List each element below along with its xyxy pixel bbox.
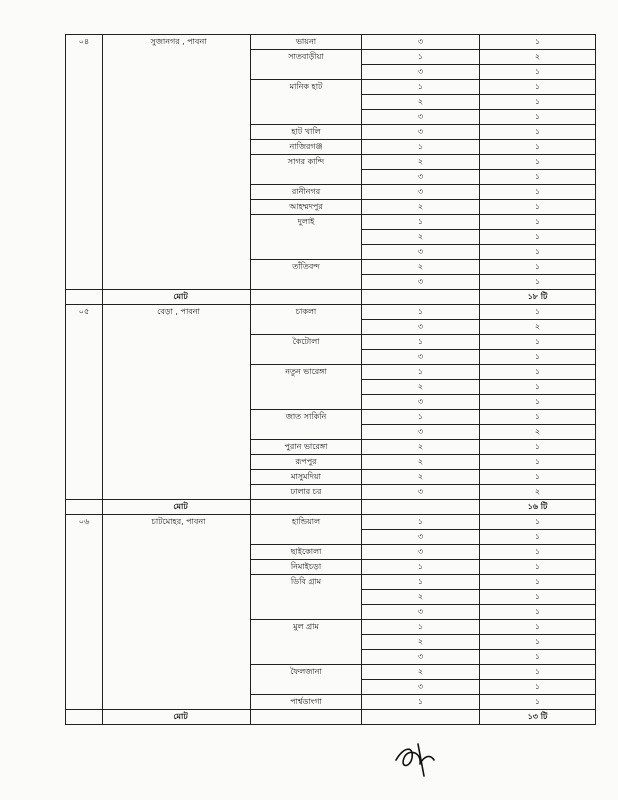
- ward-number: ৩: [362, 395, 480, 410]
- total-blank-cell: [251, 500, 362, 515]
- union-name: [251, 170, 362, 185]
- ward-number: ৩: [362, 65, 480, 80]
- count-value: ১: [480, 275, 596, 290]
- ward-number: ১: [362, 80, 480, 95]
- total-value: ১৬ টি: [480, 500, 596, 515]
- count-value: ১: [480, 35, 596, 50]
- ward-number: ৩: [362, 35, 480, 50]
- union-name: হান্ডিয়াল: [251, 515, 362, 530]
- ward-number: ২: [362, 440, 480, 455]
- count-value: ১: [480, 560, 596, 575]
- ward-number: ৩: [362, 185, 480, 200]
- union-name: [251, 605, 362, 620]
- count-value: ২: [480, 425, 596, 440]
- ward-number: ৩: [362, 245, 480, 260]
- ward-number: ৩: [362, 605, 480, 620]
- union-name: মানিক হাট: [251, 80, 362, 95]
- upazila-name: সুজানগর , পাবনা: [103, 35, 251, 290]
- ward-number: ১: [362, 515, 480, 530]
- ward-number: ১: [362, 305, 480, 320]
- count-value: ১: [480, 440, 596, 455]
- serial-number: ০৪: [66, 35, 103, 290]
- ward-number: ১: [362, 365, 480, 380]
- count-value: ১: [480, 155, 596, 170]
- total-blank-cell: [66, 500, 103, 515]
- ward-number: ৩: [362, 485, 480, 500]
- handwritten-signature: [390, 738, 450, 778]
- ward-number: ২: [362, 200, 480, 215]
- ward-number: ২: [362, 380, 480, 395]
- count-value: ১: [480, 620, 596, 635]
- count-value: ২: [480, 50, 596, 65]
- ward-number: ৩: [362, 170, 480, 185]
- union-name: ফৈলজানা: [251, 665, 362, 680]
- serial-number: ০৬: [66, 515, 103, 710]
- ward-number: ৩: [362, 425, 480, 440]
- total-row: [66, 290, 596, 305]
- table-row: [66, 515, 596, 530]
- union-name: [251, 110, 362, 125]
- union-table: [65, 34, 596, 725]
- total-row: [66, 500, 596, 515]
- count-value: ১: [480, 530, 596, 545]
- ward-number: ২: [362, 95, 480, 110]
- ward-number: ২: [362, 455, 480, 470]
- union-name: চাকলা: [251, 305, 362, 320]
- union-name: ছাইকোলা: [251, 545, 362, 560]
- union-name: মাসুমদিয়া: [251, 470, 362, 485]
- ward-number: ১: [362, 620, 480, 635]
- count-value: ১: [480, 680, 596, 695]
- union-name: হাট খালি: [251, 125, 362, 140]
- union-name: [251, 635, 362, 650]
- document-sheet: [65, 34, 595, 725]
- count-value: ১: [480, 605, 596, 620]
- count-value: ২: [480, 485, 596, 500]
- count-value: ১: [480, 200, 596, 215]
- serial-number: ০৫: [66, 305, 103, 500]
- count-value: ১: [480, 170, 596, 185]
- union-name: ঢালার চর: [251, 485, 362, 500]
- ward-number: ৩: [362, 125, 480, 140]
- ward-number: ৩: [362, 530, 480, 545]
- count-value: ১: [480, 305, 596, 320]
- total-blank-cell: [66, 290, 103, 305]
- upazila-name: বেড়া , পাবনা: [103, 305, 251, 500]
- total-value: ১৮ টি: [480, 290, 596, 305]
- ward-number: ৩: [362, 545, 480, 560]
- union-name: কৈটোলা: [251, 335, 362, 350]
- count-value: ১: [480, 455, 596, 470]
- union-name: [251, 395, 362, 410]
- union-name: রূপপুর: [251, 455, 362, 470]
- union-name: পার্শ্বডাংগা: [251, 695, 362, 710]
- count-value: ১: [480, 335, 596, 350]
- union-name: সাগর কান্দি: [251, 155, 362, 170]
- union-name: সাতবাড়ীয়া: [251, 50, 362, 65]
- ward-number: ২: [362, 470, 480, 485]
- union-name: [251, 320, 362, 335]
- count-value: ১: [480, 515, 596, 530]
- total-blank-cell: [66, 710, 103, 725]
- count-value: ১: [480, 95, 596, 110]
- union-name: রানীনগর: [251, 185, 362, 200]
- total-value: ১৩ টি: [480, 710, 596, 725]
- count-value: ১: [480, 575, 596, 590]
- count-value: ১: [480, 410, 596, 425]
- ward-number: ২: [362, 665, 480, 680]
- union-name: [251, 590, 362, 605]
- union-name: [251, 650, 362, 665]
- union-name: [251, 275, 362, 290]
- total-blank-cell: [251, 290, 362, 305]
- union-name: নিমাইচড়া: [251, 560, 362, 575]
- count-value: ১: [480, 65, 596, 80]
- ward-number: ১: [362, 335, 480, 350]
- ward-number: ২: [362, 635, 480, 650]
- table-row: [66, 305, 596, 320]
- union-name: ডিবি গ্রাম: [251, 575, 362, 590]
- ward-number: ১: [362, 695, 480, 710]
- total-row: [66, 710, 596, 725]
- ward-number: ১: [362, 410, 480, 425]
- table-body: [66, 35, 596, 725]
- total-label: মোট: [103, 710, 251, 725]
- count-value: ১: [480, 695, 596, 710]
- union-name: নতুন ভারেঙ্গা: [251, 365, 362, 380]
- count-value: ১: [480, 635, 596, 650]
- count-value: ১: [480, 590, 596, 605]
- ward-number: ১: [362, 50, 480, 65]
- count-value: ১: [480, 140, 596, 155]
- upazila-name: চাটমোহর, পাবনা: [103, 515, 251, 710]
- count-value: ১: [480, 230, 596, 245]
- count-value: ১: [480, 215, 596, 230]
- union-name: [251, 65, 362, 80]
- count-value: ১: [480, 380, 596, 395]
- union-name: [251, 350, 362, 365]
- ward-number: ১: [362, 560, 480, 575]
- union-name: নাজিরগঞ্জ: [251, 140, 362, 155]
- union-name: [251, 680, 362, 695]
- total-blank-cell: [362, 290, 480, 305]
- union-name: তাঁতিবন্দ: [251, 260, 362, 275]
- union-name: [251, 245, 362, 260]
- union-name: মুল গ্রাম: [251, 620, 362, 635]
- count-value: ১: [480, 125, 596, 140]
- ward-number: ৩: [362, 650, 480, 665]
- union-name: পুরান ভারেঙ্গা: [251, 440, 362, 455]
- ward-number: ২: [362, 590, 480, 605]
- ward-number: ৩: [362, 275, 480, 290]
- total-blank-cell: [251, 710, 362, 725]
- ward-number: ৩: [362, 110, 480, 125]
- total-blank-cell: [362, 710, 480, 725]
- ward-number: ৩: [362, 350, 480, 365]
- union-name: [251, 425, 362, 440]
- count-value: ১: [480, 365, 596, 380]
- count-value: ১: [480, 110, 596, 125]
- union-name: [251, 95, 362, 110]
- total-label: মোট: [103, 500, 251, 515]
- count-value: ২: [480, 320, 596, 335]
- count-value: ১: [480, 80, 596, 95]
- count-value: ১: [480, 350, 596, 365]
- ward-number: ১: [362, 575, 480, 590]
- union-name: ভায়না: [251, 35, 362, 50]
- count-value: ১: [480, 245, 596, 260]
- count-value: ১: [480, 470, 596, 485]
- total-label: মোট: [103, 290, 251, 305]
- table-row: [66, 35, 596, 50]
- ward-number: ২: [362, 155, 480, 170]
- union-name: দুলাই: [251, 215, 362, 230]
- ward-number: ১: [362, 215, 480, 230]
- total-blank-cell: [362, 500, 480, 515]
- count-value: ১: [480, 665, 596, 680]
- count-value: ১: [480, 185, 596, 200]
- union-name: আহম্মদপুর: [251, 200, 362, 215]
- ward-number: ২: [362, 260, 480, 275]
- count-value: ১: [480, 545, 596, 560]
- union-name: [251, 380, 362, 395]
- union-name: [251, 530, 362, 545]
- ward-number: ৩: [362, 320, 480, 335]
- ward-number: ২: [362, 230, 480, 245]
- union-name: জাত সাকিনি: [251, 410, 362, 425]
- ward-number: ১: [362, 140, 480, 155]
- count-value: ১: [480, 650, 596, 665]
- union-name: [251, 230, 362, 245]
- ward-number: ৩: [362, 680, 480, 695]
- count-value: ১: [480, 260, 596, 275]
- count-value: ১: [480, 395, 596, 410]
